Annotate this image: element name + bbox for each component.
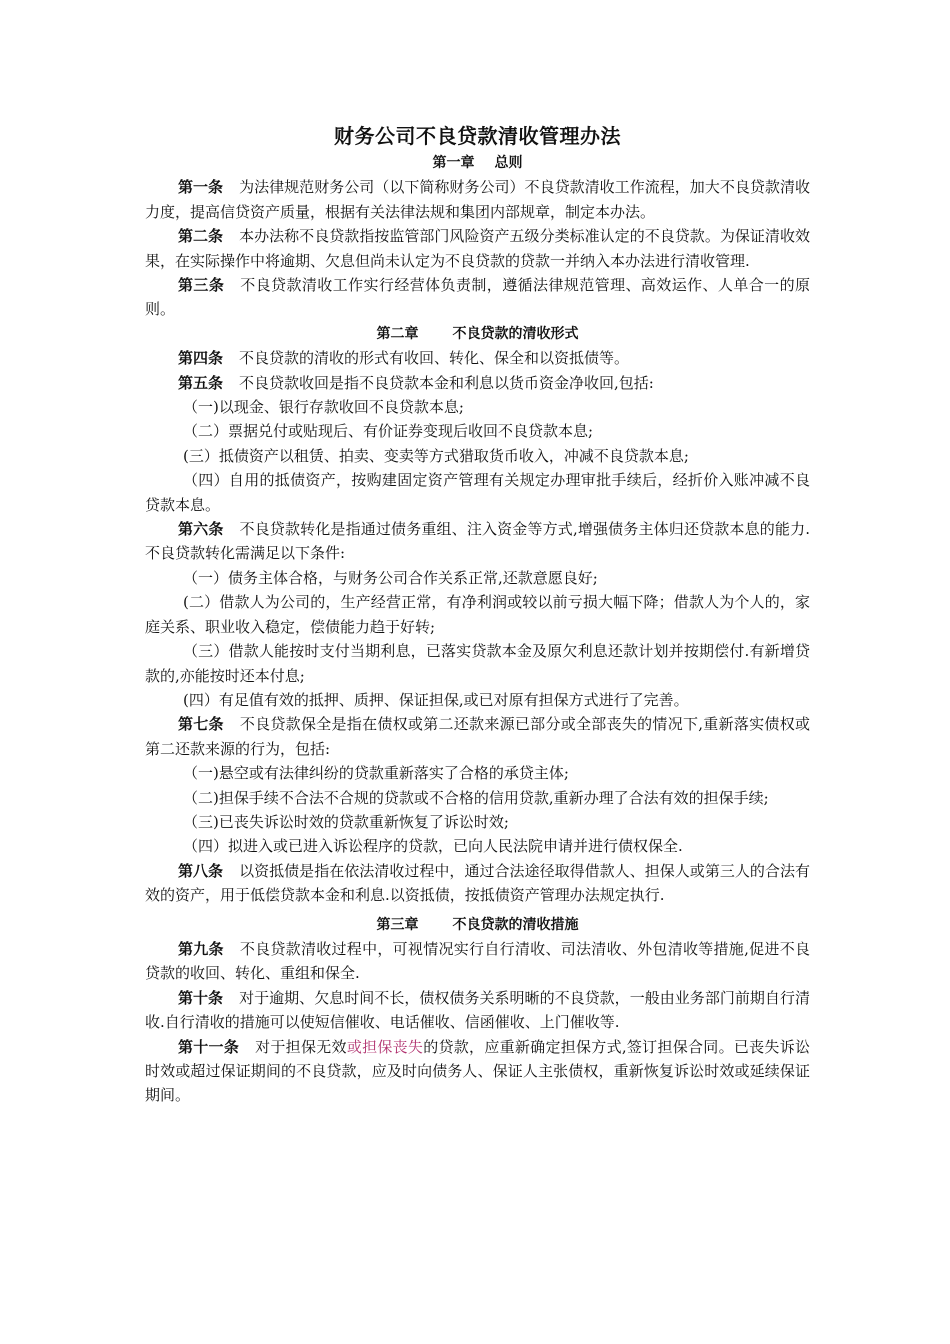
article-label: 第四条	[178, 349, 224, 368]
article-label: 第七条	[178, 715, 224, 734]
list-item: （二）票据兑付或贴现后、有价证券变现后收回不良贷款本息;	[183, 422, 594, 441]
article-label: 第二条	[178, 227, 224, 246]
article-3	[145, 273, 810, 322]
chapter-number: 第二章	[376, 325, 419, 342]
article-label: 第十一条	[178, 1037, 240, 1056]
article-5	[145, 371, 810, 395]
chapter-number: 第三章	[376, 916, 419, 933]
article-7	[145, 712, 810, 761]
list-item: （一)以现金、银行存款收回不良贷款本息;	[183, 398, 464, 417]
list-item: （一）债务主体合格，与财务公司合作关系正常,还款意愿良好;	[183, 568, 598, 587]
article-text: 不良贷款清收过程中，可视情况实行自行清收、司法清收、外包清收等措施,促进不良贷款的收回、转化、重组和保全.	[145, 939, 810, 983]
list-item: (四）有足值有效的抵押、质押、保证担保,或已对原有担保方式进行了完善。	[183, 690, 689, 709]
list-item: （二)担保手续不合法不合规的贷款或不合格的信用贷款,重新办理了合法有效的担保手续;	[183, 788, 769, 807]
article-text-before: 对于担保无效	[255, 1037, 347, 1056]
article-text: 不良贷款保全是指在债权或第二还款来源已部分或全部丧失的情况下,重新落实债权或第二还款来源的行为，包括:	[145, 715, 810, 758]
article-label: 第八条	[178, 861, 224, 880]
article-text: 为法律规范财务公司（以下简称财务公司）不良贷款清收工作流程，加大不良贷款清收力度，提高信贷资产质量，根据有关法律法规和集团内部规章，制定本办法。	[145, 178, 810, 221]
article-label: 第六条	[178, 520, 224, 539]
list-item: (三）抵债资产以租赁、拍卖、变卖等方式猎取货币收入，冲减不良贷款本息;	[183, 446, 689, 465]
article-label: 第十条	[178, 988, 224, 1007]
article-2	[145, 224, 810, 273]
article-6	[145, 517, 810, 566]
document-title: 财务公司不良贷款清收管理办法	[334, 124, 621, 148]
article-8	[145, 859, 810, 908]
article-text: 以资抵债是指在依法清收过程中，通过合法途径取得借款人、担保人或第三人的合法有效的资产，用于低偿贷款本金和利息.以资抵债，按抵债资产管理办法规定执行.	[145, 861, 810, 905]
list-item: （一)悬空或有法律纠纷的贷款重新落实了合格的承贷主体;	[183, 764, 569, 783]
document-page	[145, 0, 810, 1108]
chapter-name: 不良贷款的清收措施	[452, 916, 579, 933]
chapter-3-heading	[145, 913, 810, 937]
article-label: 第五条	[178, 373, 224, 392]
article-text: 本办法称不良贷款指按监管部门风险资产五级分类标准认定的不良贷款。为保证清收效果，在实际操作中将逾期、欠息但尚未认定为不良贷款的贷款一并纳入本办法进行清收管理.	[145, 227, 810, 270]
article-label: 第九条	[178, 939, 224, 958]
article-text: 不良贷款转化是指通过债务重组、注入资金等方式,增强债务主体归还贷款本息的能力.不良贷款转化需满足以下条件:	[145, 520, 810, 563]
list-item: （四）自用的抵债资产，按购建固定资产管理有关规定办理审批手续后，经折价入账冲减不良贷款本息。	[145, 471, 810, 514]
article-text: 不良贷款清收工作实行经营体负责制，遵循法律规范管理、高效运作、人单合一的原则。	[145, 276, 810, 319]
article-text-after: 的贷款，应重新确定担保方式,签订担保合同。已丧失诉讼时效或超过保证期间的不良贷款，应及时向债务人、保证人主张债权，重新恢复诉讼时效或延续保证期间。	[145, 1037, 810, 1105]
chapter-name: 总则	[494, 155, 523, 171]
article-1	[145, 175, 810, 224]
article-9	[145, 937, 810, 986]
highlighted-text: 或担保丧失	[346, 1037, 424, 1056]
list-item: （四）拟进入或已进入诉讼程序的贷款，已向人民法院申请并进行债权保全.	[183, 837, 683, 856]
article-label: 第一条	[178, 178, 224, 197]
article-label: 第三条	[178, 276, 225, 295]
article-text: 不良贷款收回是指不良贷款本金和利息以货币资金净收回,包括:	[239, 373, 654, 392]
chapter-1-heading	[145, 151, 810, 175]
article-text: 对于逾期、欠息时间不长，债权债务关系明晰的不良贷款，一般由业务部门前期自行清收.自行清收的措施可以使短信催收、电话催收、信函催收、上门催收等.	[145, 988, 810, 1032]
list-item: （三)已丧失诉讼时效的贷款重新恢复了诉讼时效;	[183, 812, 509, 831]
article-text: 不良贷款的清收的形式有收回、转化、保全和以资抵债等。	[239, 349, 630, 368]
article-10	[145, 986, 810, 1035]
chapter-name: 不良贷款的清收形式	[452, 325, 579, 342]
article-11	[145, 1035, 810, 1108]
list-item: （三）借款人能按时支付当期利息，已落实贷款本金及原欠利息还款计划并按期偿付.有新增贷款的,亦能按时还本付息;	[145, 642, 810, 685]
list-item: (二）借款人为公司的，生产经营正常，有净利润或较以前亏损大幅下降；借款人为个人的，家庭关系、职业收入稳定，偿债能力趋于好转;	[145, 593, 810, 636]
chapter-2-heading	[145, 322, 810, 346]
article-4	[145, 346, 810, 370]
chapter-number: 第一章	[432, 155, 475, 171]
